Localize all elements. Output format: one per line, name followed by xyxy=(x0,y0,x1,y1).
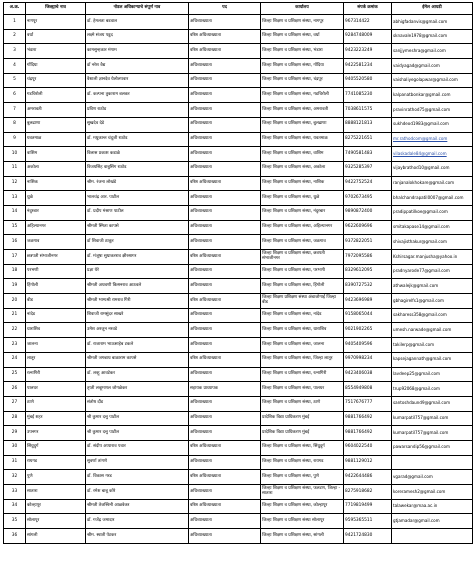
cell-email: lavdeep25@gmail.com xyxy=(392,367,473,382)
cell-sr: 29 xyxy=(4,426,26,441)
cell-email: abhigfadanvis@gmail.com xyxy=(392,15,473,30)
cell-sr: 9 xyxy=(4,132,26,147)
cell-officer: प्रज्ञा येरे xyxy=(86,264,189,279)
cell-post: वरिष्ठ अधिव्याख्याता xyxy=(189,176,261,191)
cell-sr: 4 xyxy=(4,59,26,74)
cell-sr: 13 xyxy=(4,191,26,206)
cell-officer: श्री कुमार दत्तु पाटील xyxy=(86,426,189,441)
cell-district: अकोला xyxy=(26,161,86,176)
table-row xyxy=(4,220,473,235)
cell-district: नंदुरबार xyxy=(26,205,86,220)
cell-email: pradnyarode77@gmail.com xyxy=(392,264,473,279)
cell-office: जिल्हा शिक्षण व प्रशिक्षण संस्था, धाराशिव xyxy=(261,323,344,338)
table-row xyxy=(4,470,473,485)
table-row xyxy=(4,191,473,206)
cell-district: बीड xyxy=(26,294,86,309)
cell-sr: 2 xyxy=(4,29,26,44)
cell-post: अधिव्याख्याता xyxy=(189,308,261,323)
cell-email xyxy=(392,455,473,470)
cell-office: जिल्हा शिक्षण व प्रशिक्षण संस्था सोलापूर xyxy=(261,514,344,529)
table-row xyxy=(4,29,473,44)
cell-district: हिंगोली xyxy=(26,279,86,294)
cell-email: kalpanatbonkar@gmail.com xyxy=(392,88,473,103)
cell-post: अधिव्याख्याता xyxy=(189,455,261,470)
cell-email: vaishaliyegolapwar@gmail.com xyxy=(392,73,473,88)
header-district: जिल्ह्याचे नाव xyxy=(26,3,86,15)
cell-email: Kshirsagar.manjusha@yahoo.in xyxy=(392,250,473,265)
cell-email: smitakapase14@gmail.com xyxy=(392,220,473,235)
table-row xyxy=(4,294,473,309)
cell-phone: 9158065044 xyxy=(344,308,392,323)
cell-sr: 31 xyxy=(4,455,26,470)
cell-office: जिल्हा शिक्षण व प्रशिक्षण संस्था, अहिल्यानगर xyxy=(261,220,344,235)
cell-office: जिल्हा शिक्षण व प्रशिक्षण संस्था, जालना xyxy=(261,338,344,353)
cell-officer: डॉ शिवाजी ठाकूर xyxy=(86,235,189,250)
cell-phone: 8390727532 xyxy=(344,279,392,294)
cell-email: pradippatilkoe@gmail.com xyxy=(392,205,473,220)
cell-sr: 14 xyxy=(4,205,26,220)
cell-district: सांगली xyxy=(26,529,86,544)
cell-phone: 9881766492 xyxy=(344,411,392,426)
header-row xyxy=(4,3,473,15)
cell-sr: 20 xyxy=(4,294,26,309)
cell-phone: 9423406038 xyxy=(344,367,392,382)
cell-phone: 9422644486 xyxy=(344,470,392,485)
table-row xyxy=(4,485,473,500)
cell-phone: 7517676777 xyxy=(344,396,392,411)
table-row xyxy=(4,529,473,544)
cell-phone: 7490581483 xyxy=(344,147,392,162)
cell-officer: डॉ. लव्हू आवटेकर xyxy=(86,367,189,382)
cell-district: नांदेड xyxy=(26,308,86,323)
cell-phone: 967314422 xyxy=(344,15,392,30)
cell-officer: डॉ. मंजूषा सुधाकरराव क्षीरसागर xyxy=(86,250,189,265)
cell-post: अधिव्याख्याता xyxy=(189,103,261,118)
cell-sr: 25 xyxy=(4,367,26,382)
cell-district: गोंदिया xyxy=(26,59,86,74)
cell-officer: संतोष दौंड xyxy=(86,396,189,411)
cell-post: अधिव्याख्याता xyxy=(189,529,261,544)
cell-office: जिल्हा शिक्षण व प्रशिक्षण संस्था, सांगली xyxy=(261,529,344,544)
cell-district: रायगड xyxy=(26,455,86,470)
cell-office: जिल्हा शिक्षण व प्रशिक्षण संस्था, हिंगोली xyxy=(261,279,344,294)
table-row xyxy=(4,440,473,455)
cell-officer: डॉ नरेश वैद्य xyxy=(86,59,189,74)
cell-office: जिल्हा शिक्षण व प्रशिक्षण संस्था, कोल्हापूर xyxy=(261,499,344,514)
cell-officer: विजयसिंह वाबुसिंग राठोड xyxy=(86,161,189,176)
cell-phone: 9422581234 xyxy=(344,59,392,74)
header-sr: अ.क्र. xyxy=(4,3,26,15)
cell-district: पुणे xyxy=(26,470,86,485)
cell-officer: डॉ. मधुकान्त चंदूजी राठोड xyxy=(86,132,189,147)
table-row xyxy=(4,250,473,265)
table-row xyxy=(4,15,473,30)
cell-email: takilerp@gmail.com xyxy=(392,338,473,353)
cell-post: वरिष्ठ अधिव्याख्याता xyxy=(189,250,261,265)
cell-email xyxy=(392,529,473,544)
cell-district: चंद्रपूर xyxy=(26,73,86,88)
cell-sr: 17 xyxy=(4,250,26,265)
cell-office: जिल्हा शिक्षण व प्रशिक्षण संस्था, रत्नागिरी xyxy=(261,367,344,382)
cell-phone: 9881129012 xyxy=(344,455,392,470)
table-row xyxy=(4,44,473,59)
cell-phone: 9970998234 xyxy=(344,352,392,367)
cell-district: उपनगर xyxy=(26,426,86,441)
table-row xyxy=(4,514,473,529)
cell-district: वाशिम xyxy=(26,147,86,162)
cell-office: जिल्हा शिक्षण व प्रशिक्षण संस्था, सिंधुदुर्ग xyxy=(261,440,344,455)
cell-sr: 32 xyxy=(4,470,26,485)
cell-email: trup92068@gmail.com xyxy=(392,382,473,397)
cell-officer: डॉ. कल्पना तुकाराम बलकर xyxy=(86,88,189,103)
table-row xyxy=(4,455,473,470)
cell-post: अधिव्याख्याता xyxy=(189,161,261,176)
cell-phone: 9423696989 xyxy=(344,294,392,309)
cell-sr: 8 xyxy=(4,117,26,132)
cell-district: पालघर xyxy=(26,382,86,397)
cell-sr: 19 xyxy=(4,279,26,294)
cell-sr: 36 xyxy=(4,529,26,544)
cell-district: जळगाव xyxy=(26,235,86,250)
cell-sr: 30 xyxy=(4,440,26,455)
cell-officer: तृप्ती लव्हूमणल जोगळेकर xyxy=(86,382,189,397)
cell-officer: डॉ. हेमलता बडवाल xyxy=(86,15,189,30)
table-row xyxy=(4,499,473,514)
cell-post: अधिव्याख्याता xyxy=(189,338,261,353)
table-row xyxy=(4,147,473,162)
cell-phone: 9325285397 xyxy=(344,161,392,176)
cell-officer: लक्ष्मे संजय पडूद xyxy=(86,29,189,44)
cell-officer: शिवाजी रामसुंदर साखरे xyxy=(86,308,189,323)
cell-district: सिंधुदुर्ग xyxy=(26,440,86,455)
table-row xyxy=(4,382,473,397)
cell-sr: 27 xyxy=(4,396,26,411)
cell-phone: 9604022540 xyxy=(344,440,392,455)
cell-post: अधिव्याख्याता xyxy=(189,205,261,220)
cell-officer: श्रीमती स्मिता कापसे xyxy=(86,220,189,235)
cell-district: धुळे xyxy=(26,191,86,206)
cell-district: ठाणे xyxy=(26,396,86,411)
table-row xyxy=(4,235,473,250)
cell-sr: 15 xyxy=(4,220,26,235)
cell-post: अधिव्याख्याता xyxy=(189,264,261,279)
cell-officer: श्रीम. स्वाती पेटकर xyxy=(86,529,189,544)
cell-sr: 23 xyxy=(4,338,26,353)
cell-officer: विलास प्रकाश कडाळे xyxy=(86,147,189,162)
table-row xyxy=(4,176,473,191)
header-post: पद xyxy=(189,3,261,15)
cell-phone: 9890872400 xyxy=(344,205,392,220)
table-row xyxy=(4,103,473,118)
table-row xyxy=(4,323,473,338)
cell-phone: 9622609696 xyxy=(344,220,392,235)
cell-sr: 10 xyxy=(4,147,26,162)
cell-email: kumarpatil757@gmail.com xyxy=(392,426,473,441)
cell-office: जिल्हा शिक्षण व प्रशिक्षण संस्था, नंदुरबार xyxy=(261,205,344,220)
cell-district: नाशिक xyxy=(26,176,86,191)
cell-officer: डॉ. राजाराम भाऊसाहेब टकले xyxy=(86,338,189,353)
cell-district: अमरावती xyxy=(26,103,86,118)
cell-district: भंडारा xyxy=(26,44,86,59)
table-row xyxy=(4,264,473,279)
table-row xyxy=(4,426,473,441)
cell-office: जिल्हा शिक्षण व प्रशिक्षण संस्था, नाशिक xyxy=(261,176,344,191)
cell-post: अधिव्याख्याता xyxy=(189,191,261,206)
cell-office: जिल्हा शिक्षण व प्रशिक्षण संस्था, नांदेड xyxy=(261,308,344,323)
table-row xyxy=(4,205,473,220)
cell-post: अधिव्याख्याता xyxy=(189,88,261,103)
cell-email[interactable]: vilaskadale84@gmail.com xyxy=(392,147,473,162)
cell-office: जिल्हा शिक्षण व प्रशिक्षण संस्था, अकोला xyxy=(261,161,344,176)
cell-sr: 26 xyxy=(4,382,26,397)
cell-phone: 9595365511 xyxy=(344,514,392,529)
cell-district: सातारा xyxy=(26,485,86,500)
cell-sr: 34 xyxy=(4,499,26,514)
cell-officer: श्रीमती भाग्यश्री रामराव गिरी xyxy=(86,294,189,309)
cell-email: shivajisthakur@gmail.com xyxy=(392,235,473,250)
cell-district: बुलढाणा xyxy=(26,117,86,132)
cell-sr: 18 xyxy=(4,264,26,279)
cell-email: vaidyagad@gmail.com xyxy=(392,59,473,74)
table-row xyxy=(4,367,473,382)
cell-sr: 33 xyxy=(4,485,26,500)
cell-officer: भालचंद्र आर. पाटील xyxy=(86,191,189,206)
cell-email: vgarad@gmail.com xyxy=(392,470,473,485)
cell-officer: श्रीमती अथवणी किसनराव आठवले xyxy=(86,279,189,294)
cell-post: वरिष्ठ अधिव्याख्याता xyxy=(189,29,261,44)
cell-office: जिल्हा शिक्षण व प्रशिक्षण संस्था, फलटण, जिल्हा - सातारा xyxy=(261,485,344,500)
cell-district: कोल्हापूर xyxy=(26,499,86,514)
nodal-officer-table xyxy=(3,2,473,544)
cell-post: अधिव्याख्याता xyxy=(189,147,261,162)
cell-post: वरिष्ठ अधिव्याख्याता xyxy=(189,499,261,514)
table-row xyxy=(4,117,473,132)
cell-sr: 6 xyxy=(4,88,26,103)
cell-email: sknavale1978@gmail.com xyxy=(392,29,473,44)
cell-email: ranjanalokhokare@gmail.com xyxy=(392,176,473,191)
cell-email: pawarsandip56@gmail.com xyxy=(392,440,473,455)
cell-phone: 8275918682 xyxy=(344,485,392,500)
cell-email: vijaybrathod10@gmail.com xyxy=(392,161,473,176)
cell-office: जिल्हा शिक्षण व प्रशिक्षण संस्था, धुळे xyxy=(261,191,344,206)
cell-sr: 21 xyxy=(4,308,26,323)
cell-sr: 22 xyxy=(4,323,26,338)
cell-officer: उमेश अरजुन नरवडे xyxy=(86,323,189,338)
cell-post: अधिव्याख्याता xyxy=(189,73,261,88)
cell-post: अधिव्याख्याता xyxy=(189,132,261,147)
header-email: ईमेल आयडी xyxy=(392,3,473,15)
cell-post: अधिव्याख्याता xyxy=(189,323,261,338)
cell-phone: 9405409596 xyxy=(344,338,392,353)
cell-post: वरिष्ठ अधिव्याख्याता xyxy=(189,352,261,367)
cell-phone: 9422752524 xyxy=(344,176,392,191)
cell-phone: 9372822051 xyxy=(344,235,392,250)
cell-sr: 7 xyxy=(4,103,26,118)
cell-phone: 8329612095 xyxy=(344,264,392,279)
cell-sr: 12 xyxy=(4,176,26,191)
header-office: कार्यालय xyxy=(261,3,344,15)
header-officer: नोडल अधिकाऱ्याचे संपूर्ण नाव xyxy=(86,3,189,15)
cell-office: जिल्हा शिक्षण व प्रशिक्षण संस्था, जळगाव xyxy=(261,235,344,250)
cell-district: अहिल्यानगर xyxy=(26,220,86,235)
cell-district: यवतमाळ xyxy=(26,132,86,147)
cell-email: koreramesh2@gmail.com xyxy=(392,485,473,500)
cell-email: pravinrathod75@gmail.com xyxy=(392,103,473,118)
cell-officer: डॉ. रमेश बाबू कोरे xyxy=(86,485,189,500)
cell-post: अधिव्याख्याता xyxy=(189,235,261,250)
cell-post: अधिव्याख्याता xyxy=(189,485,261,500)
cell-email: umesh.narwade@gmail.com xyxy=(392,323,473,338)
cell-district: सोलापूर xyxy=(26,514,86,529)
cell-phone: 8275221651 xyxy=(344,132,392,147)
table-row xyxy=(4,88,473,103)
table-row xyxy=(4,411,473,426)
cell-phone: 8888121813 xyxy=(344,117,392,132)
cell-officer: श्रीम. रंजना लोखंडे xyxy=(86,176,189,191)
cell-phone: 9423223249 xyxy=(344,44,392,59)
cell-post: वरिष्ठ अधिव्याख्याता xyxy=(189,440,261,455)
cell-office: प्रादेशिक विद्या प्राधिकरण मुंबई xyxy=(261,411,344,426)
cell-email: athwalejk@gmail.com xyxy=(392,279,473,294)
cell-email: bhalchandrapatil0007@gmail.com xyxy=(392,191,473,206)
cell-email[interactable]: mr.rathodcom@gmail.com xyxy=(392,132,473,147)
cell-phone: 7038611575 xyxy=(344,103,392,118)
cell-email: santoshdaund9@gmail.com xyxy=(392,396,473,411)
table-body xyxy=(4,15,473,544)
cell-officer: सुवर्णा तांगणे xyxy=(86,455,189,470)
cell-district: वर्धा xyxy=(26,29,86,44)
cell-email: sakharess358@gmail.com xyxy=(392,308,473,323)
cell-office: जिल्हा शिक्षण व प्रशिक्षण संस्था, नागपूर xyxy=(261,15,344,30)
cell-post: अधिव्याख्याता xyxy=(189,426,261,441)
cell-officer: डॉ. विकास गरड xyxy=(86,470,189,485)
cell-email: gtjamadar@gmail.com xyxy=(392,514,473,529)
cell-officer: प्रविण राठोड xyxy=(86,103,189,118)
cell-phone: 9405520580 xyxy=(344,73,392,88)
cell-district: परभणी xyxy=(26,264,86,279)
cell-office: जिल्हा शिक्षण व प्रशिक्षण संस्था, चंद्रपूर xyxy=(261,73,344,88)
cell-office: जिल्हा शिक्षण व प्रशिक्षण संस्था, ठाणे xyxy=(261,396,344,411)
cell-office: जिल्हा शिक्षण व प्रशिक्षण संस्था, पालघर xyxy=(261,382,344,397)
cell-office: जिल्हा शिक्षण व प्रशिक्षण संस्था, वर्धा xyxy=(261,29,344,44)
cell-sr: 16 xyxy=(4,235,26,250)
cell-phone: 8554949808 xyxy=(344,382,392,397)
table-row xyxy=(4,161,473,176)
cell-district: रत्नागिरी xyxy=(26,367,86,382)
cell-district: छत्रपती संभाजीनगर xyxy=(26,250,86,265)
cell-office: जिल्हा शिक्षण व प्रशिक्षण संस्था, गोंदिया xyxy=(261,59,344,74)
cell-post: अधिव्याख्याता xyxy=(189,411,261,426)
cell-email: sukhdeod1983@gmail.com xyxy=(392,117,473,132)
cell-post: अधिव्याख्याता xyxy=(189,117,261,132)
cell-office: जिल्हा शिक्षण व प्रशिक्षण संस्था, परभणी xyxy=(261,264,344,279)
cell-post: अधिव्याख्याता xyxy=(189,220,261,235)
cell-officer: कामसुन्हकार मंगाम xyxy=(86,44,189,59)
cell-sr: 3 xyxy=(4,44,26,59)
table-row xyxy=(4,338,473,353)
cell-officer: डॉ. गजेंद्र जमादार xyxy=(86,514,189,529)
cell-office: जिल्हा शिक्षण प्रशिक्षण संस्था अंबाजोगाई जिल्हा बीड xyxy=(261,294,344,309)
table-row xyxy=(4,59,473,74)
cell-post: अधिव्याख्याता xyxy=(189,367,261,382)
cell-post: वरिष्ठ अधिव्याख्याता xyxy=(189,294,261,309)
cell-phone: 7741085230 xyxy=(344,88,392,103)
cell-district: जालना xyxy=(26,338,86,353)
cell-email: sanjjymeshra@gmail.com xyxy=(392,44,473,59)
table-row xyxy=(4,132,473,147)
cell-email: kumarpatil757@gmail.com xyxy=(392,411,473,426)
cell-post: अधिव्याख्याता xyxy=(189,59,261,74)
cell-sr: 1 xyxy=(4,15,26,30)
cell-post: अधिव्याख्याता xyxy=(189,279,261,294)
cell-email: talawekar@maa.ac.in xyxy=(392,499,473,514)
cell-officer: श्रीमती जगन्नाथ बाळाराम कापसे xyxy=(86,352,189,367)
cell-post: अधिव्याख्याता xyxy=(189,514,261,529)
cell-phone: 9881766492 xyxy=(344,426,392,441)
cell-office: जिल्हा शिक्षण व प्रशिक्षण संस्था, बुलढाणा xyxy=(261,117,344,132)
cell-phone: 9021902265 xyxy=(344,323,392,338)
cell-office: जिल्हा शिक्षण व प्रशिक्षण संस्था, गडचिरोली xyxy=(261,88,344,103)
cell-phone: 7719819499 xyxy=(344,499,392,514)
cell-office: जिल्हा शिक्षण व प्रशिक्षण संस्था, अमरावती xyxy=(261,103,344,118)
cell-office: जिल्हा शिक्षण व प्रशिक्षण संस्था, जिल्हा लातूर xyxy=(261,352,344,367)
cell-phone: 9421724830 xyxy=(344,529,392,544)
nodal-officer-sheet xyxy=(3,2,472,544)
cell-district: धाराशिव xyxy=(26,323,86,338)
cell-phone: 9284748009 xyxy=(344,29,392,44)
cell-officer: श्रीमती तेजस्विनी आळवेकर xyxy=(86,499,189,514)
table-row xyxy=(4,396,473,411)
cell-officer: डॉ. संदीप अप्पाराव पवार xyxy=(86,440,189,455)
cell-office: जिल्हा शिक्षण व प्रशिक्षण संस्था, वाशिम xyxy=(261,147,344,162)
table-row xyxy=(4,73,473,88)
cell-office: जिल्हा शिक्षण व प्रशिक्षण संस्था, भंडारा xyxy=(261,44,344,59)
cell-officer: श्री कुमार दत्तु पाटील xyxy=(86,411,189,426)
cell-phone: 9702673495 xyxy=(344,191,392,206)
cell-email: gbhagirelfs1@gmail.com xyxy=(392,294,473,309)
cell-post: अधिव्याख्याता xyxy=(189,396,261,411)
cell-district: मुंबई शहर xyxy=(26,411,86,426)
cell-district: लातूर xyxy=(26,352,86,367)
cell-office: प्रादेशिक विद्या प्राधिकरण मुंबई xyxy=(261,426,344,441)
cell-sr: 11 xyxy=(4,161,26,176)
table-row xyxy=(4,352,473,367)
cell-email: kapsejagannath@gmail.com xyxy=(392,352,473,367)
cell-post: वरिष्ठ अधिव्याख्याता xyxy=(189,44,261,59)
cell-office: जिल्हा शिक्षण व प्रशिक्षण संस्था, रायगड xyxy=(261,455,344,470)
table-row xyxy=(4,279,473,294)
cell-office: जिल्हा शिक्षण व प्रशिक्षण संस्था, छत्रपती संभाजीनगर xyxy=(261,250,344,265)
cell-officer: डॉ. प्रदीप मंसाण पाटील xyxy=(86,205,189,220)
cell-post: वरिष्ठ अधिव्याख्याता xyxy=(189,470,261,485)
cell-officer: सुखदेव देडे xyxy=(86,117,189,132)
cell-district: नागपूर xyxy=(26,15,86,30)
table-row xyxy=(4,308,473,323)
cell-office: जिल्हा शिक्षण व प्रशिक्षण संस्था, पुणे xyxy=(261,470,344,485)
cell-sr: 24 xyxy=(4,352,26,367)
cell-sr: 5 xyxy=(4,73,26,88)
cell-sr: 35 xyxy=(4,514,26,529)
cell-sr: 28 xyxy=(4,411,26,426)
cell-office: जिल्हा शिक्षण व प्रशिक्षण संस्था, यवतमाळ xyxy=(261,132,344,147)
cell-phone: 7972095586 xyxy=(344,250,392,265)
header-phone: संपर्क क्रमांक xyxy=(344,3,392,15)
cell-officer: वैशाली ज्ञानदेव येलोलपवार xyxy=(86,73,189,88)
cell-post: अधिव्याख्याता xyxy=(189,15,261,30)
cell-post: सहायक प्राध्यापक xyxy=(189,382,261,397)
cell-district: गडचिरोली xyxy=(26,88,86,103)
